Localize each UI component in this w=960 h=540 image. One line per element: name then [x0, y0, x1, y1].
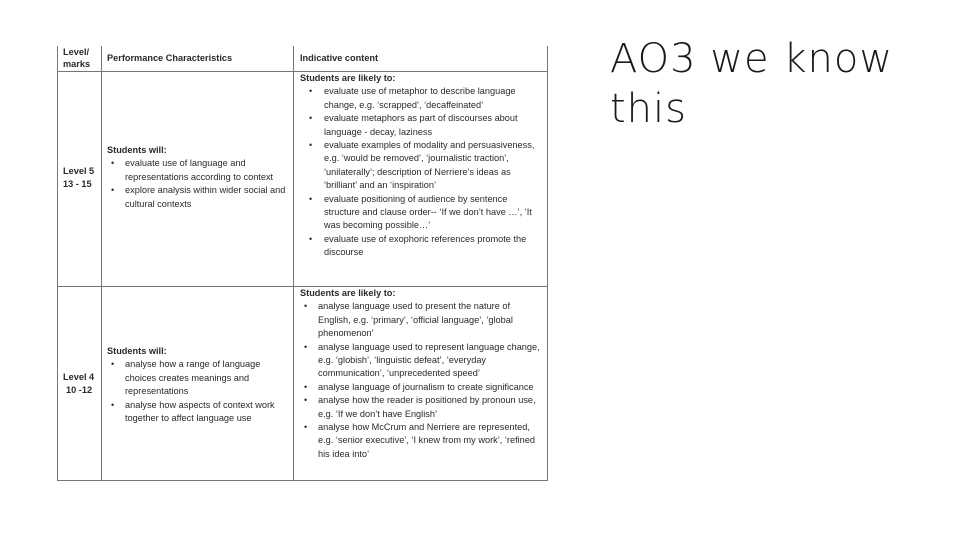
slide-heading: AO3 we know this: [610, 36, 894, 132]
list-item: • evaluate use of language and representations according to context: [107, 157, 289, 184]
column-divider-2: [293, 46, 294, 481]
table-border-left: [57, 46, 58, 481]
header-level-marks: Level/ marks: [63, 47, 91, 69]
list-item: • evaluate positioning of audience by sentence structure and clause order-- ‘If we don’t have …’, ‘It was becoming possible…’: [300, 193, 540, 233]
list-item: • analyse language used to present the nature of English, e.g. ‘primary’, ‘official language’, ‘global phenomenon’: [300, 300, 545, 340]
list-item: • evaluate use of metaphor to describe language change, e.g. ‘scrapped’, ‘decaffeinated’: [300, 85, 540, 112]
performance-intro: Students will:: [107, 346, 167, 356]
indicative-intro: Students are likely to:: [300, 288, 396, 298]
marks-label: 10 -12: [66, 385, 93, 396]
indicative-intro: Students are likely to:: [300, 73, 396, 83]
list-item: • analyse how the reader is positioned by pronoun use, e.g. ‘If we don’t have English’: [300, 394, 545, 421]
level-label: Level 4: [63, 372, 95, 382]
table-border-right: [547, 46, 548, 481]
header-indicative: Indicative content: [300, 53, 379, 63]
column-divider-1: [101, 46, 102, 481]
header-performance: Performance Characteristics: [107, 53, 233, 63]
mark-scheme-table: [57, 46, 548, 481]
list-item: • analyse language used to represent language change, e.g. ‘globish’, ‘linguistic defeat’, ‘everyday communication’, ‘unprecedented speed’: [300, 341, 545, 381]
list-item: • explore analysis within wider social and cultural contexts: [107, 184, 289, 211]
list-item: • analyse how aspects of context work together to affect language use: [107, 399, 289, 426]
list-item: • evaluate examples of modality and persuasiveness, e.g. ‘would be removed’, ‘journalistic traction’, ‘unilaterally’; description of Nerriere’s ideas as ‘brilliant’ and an ‘inspiration’: [300, 139, 540, 193]
list-item: • analyse how McCrum and Nerriere are represented, e.g. ‘senior executive’, ‘I knew from my work’, ‘refined his idea into’: [300, 421, 545, 461]
performance-intro: Students will:: [107, 145, 167, 155]
row-level4-indicative: [300, 287, 545, 461]
marks-label: 13 - 15: [63, 179, 92, 190]
row-level5-indicative: [300, 72, 540, 260]
list-item: • evaluate metaphors as part of discourses about language - decay, laziness: [300, 112, 540, 139]
list-item: • analyse how a range of language choices creates meanings and representations: [107, 358, 289, 398]
level-label: Level 5: [63, 166, 95, 176]
list-item: • evaluate use of exophoric references promote the discourse: [300, 233, 540, 260]
row-level4-level: [63, 371, 101, 398]
row-level4-performance: [107, 345, 289, 425]
row-level5-level: [63, 165, 101, 192]
row-level5-performance: [107, 144, 289, 211]
table-border-bottom: [57, 480, 548, 481]
list-item: • analyse language of journalism to create significance: [300, 381, 545, 394]
